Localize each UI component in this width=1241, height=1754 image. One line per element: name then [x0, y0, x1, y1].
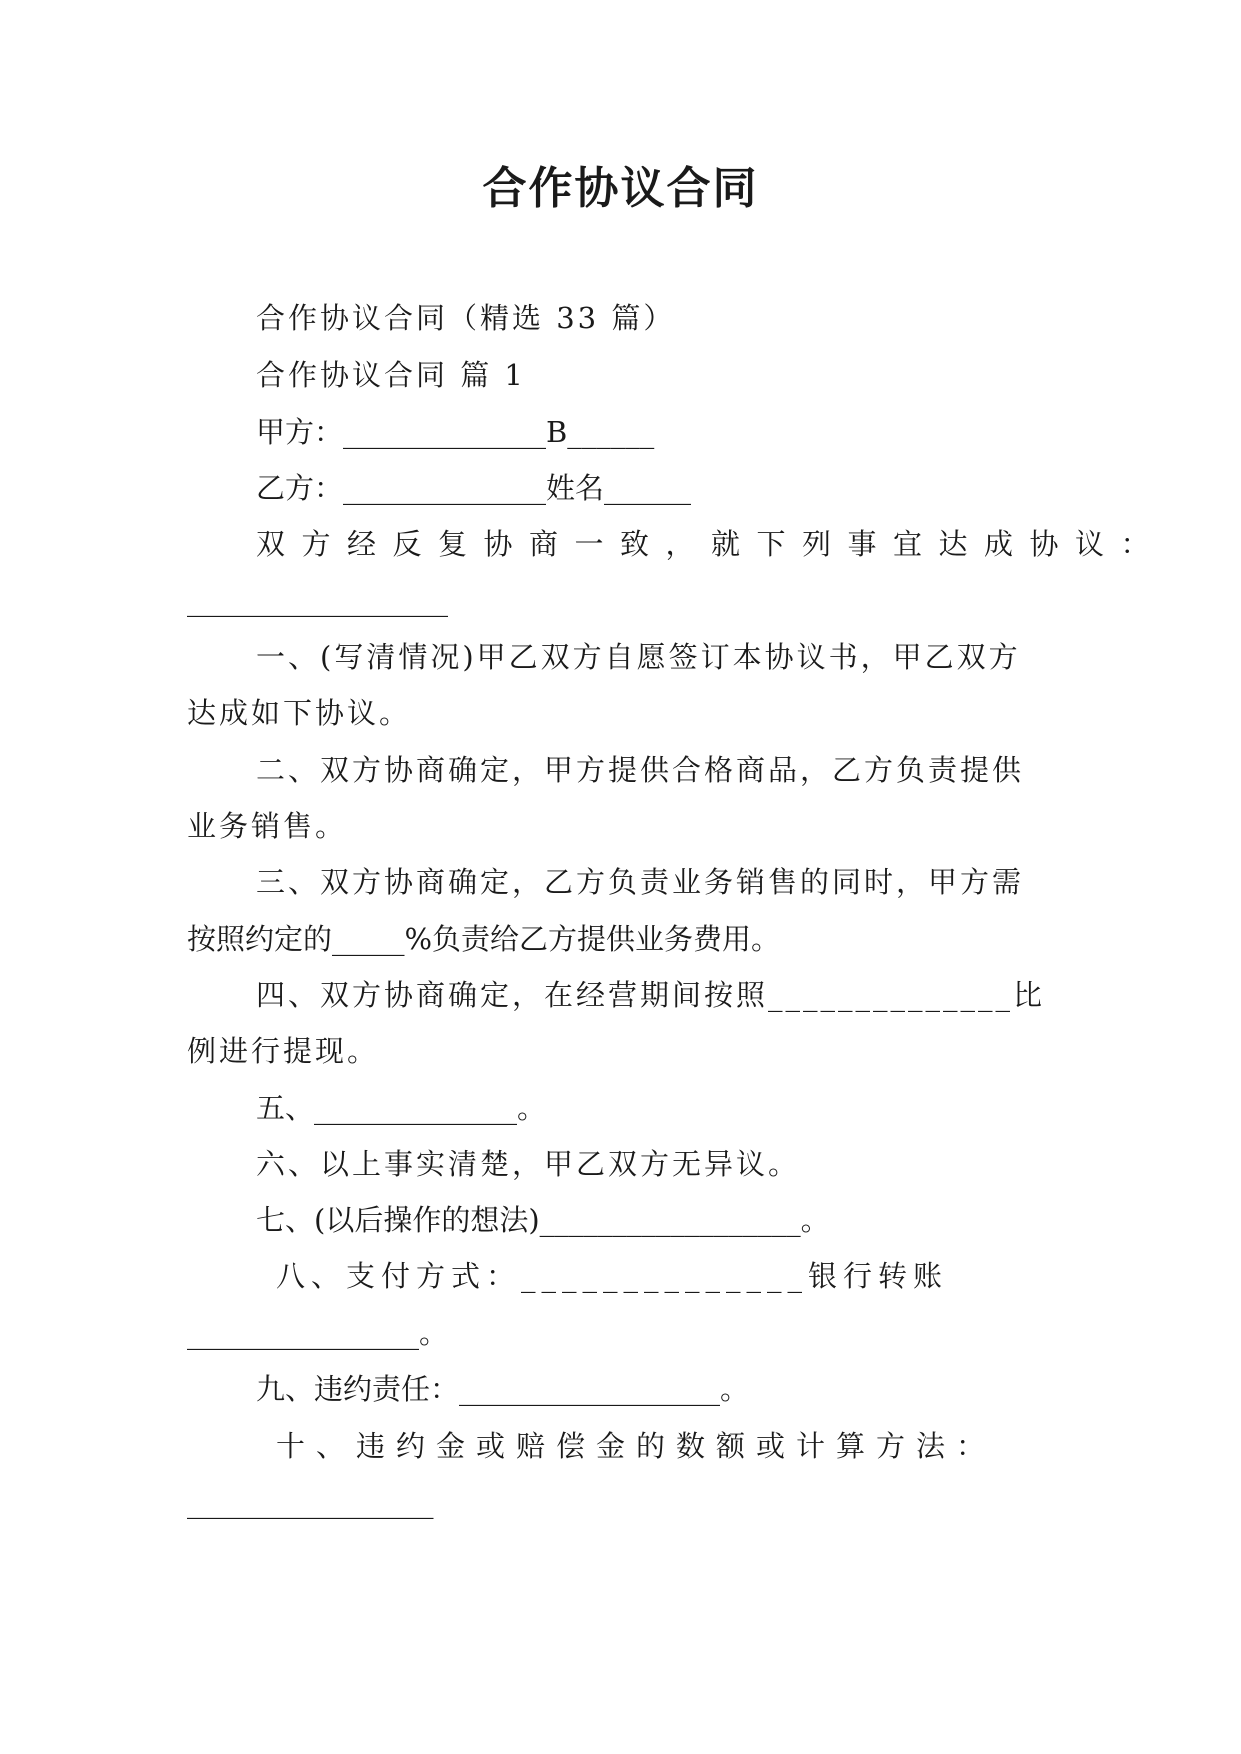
clause-3-line-2: 按照约定的_____%负责给乙方提供业务费用。: [187, 922, 781, 956]
clause-2-line-1: 二、双方协商确定，甲方提供合格商品，乙方负责提供: [256, 753, 1025, 787]
blank-line: __________________: [187, 583, 448, 617]
clause-8-line-1: 八、支付方式：______________银行转账: [276, 1259, 949, 1293]
clause-3-line-1: 三、双方协商确定，乙方负责业务销售的同时，甲方需: [256, 865, 1025, 899]
clause-10-line-2: _________________: [187, 1485, 434, 1519]
clause-4-line-1: 四、双方协商确定，在经营期间按照______________比: [256, 978, 1046, 1012]
document-title: 合作协议合同: [482, 163, 759, 214]
clause-6-line: 六、以上事实清楚，甲乙双方无异议。: [256, 1147, 801, 1181]
clause-1-line-1: 一、(写清情况)甲乙双方自愿签订本协议书，甲乙双方: [256, 640, 1021, 674]
intro-text: 双方经反复协商一致，就下列事宜达成协议：: [256, 527, 1167, 561]
section-heading: 合作协议合同 篇 1: [256, 358, 526, 392]
clause-8-line-2: ________________。: [187, 1316, 449, 1350]
clause-1-line-2: 达成如下协议。: [187, 696, 412, 730]
party-b-line: 乙方：______________姓名______: [256, 471, 692, 505]
clause-9-line: 九、违约责任：__________________。: [256, 1372, 750, 1406]
clause-7-line: 七、(以后操作的想法)__________________。: [256, 1203, 830, 1237]
party-a-line: 甲方：______________B______: [256, 415, 655, 449]
agreement-intro-line: [256, 524, 1167, 564]
clause-4-line-2: 例进行提现。: [187, 1034, 380, 1068]
clause-10-line-1: 十、违约金或赔偿金的数额或计算方法：: [276, 1429, 997, 1463]
clause-5-line: 五、______________。: [256, 1091, 547, 1125]
subtitle-line: 合作协议合同（精选 33 篇）: [256, 301, 676, 335]
clause-2-line-2: 业务销售。: [187, 809, 348, 843]
